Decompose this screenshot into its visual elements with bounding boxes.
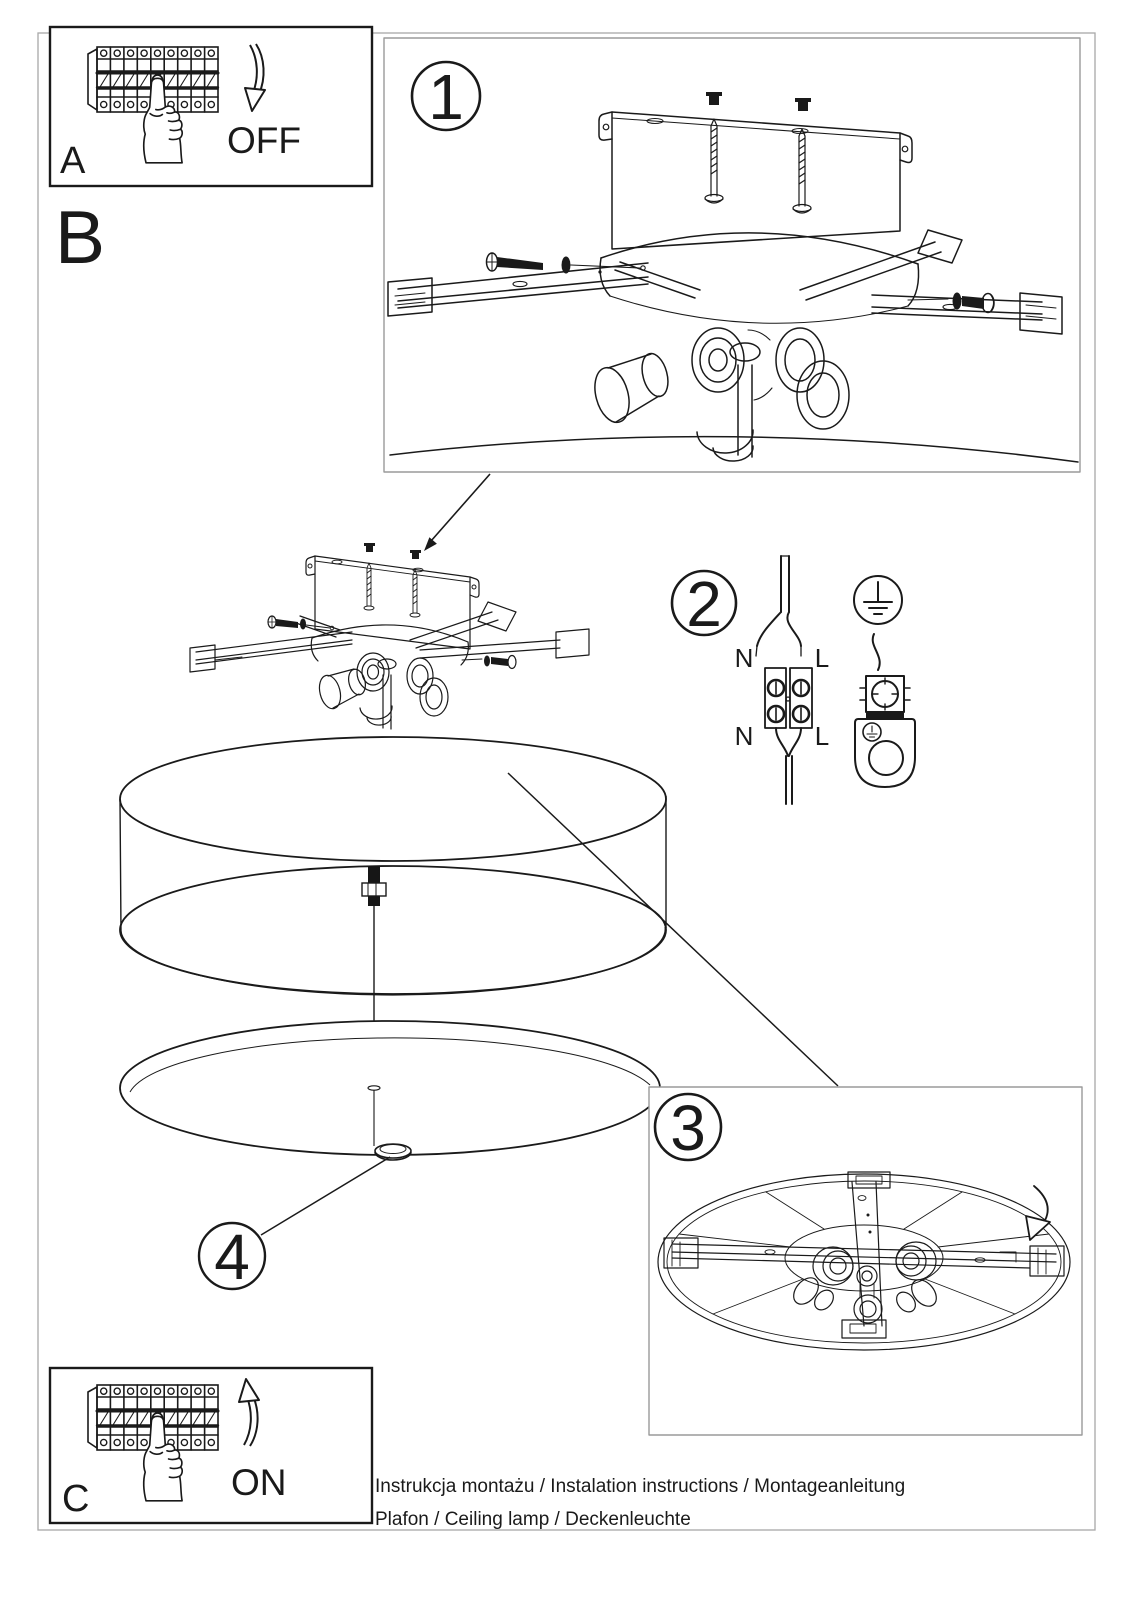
shade-nut-icon [362, 883, 386, 896]
footer-line2: Plafon / Ceiling lamp / Deckenleuchte [375, 1509, 691, 1530]
panel-c [50, 1368, 372, 1523]
label-n-bottom: N [734, 721, 754, 751]
label-n-top: N [734, 643, 754, 673]
label-a: A [60, 140, 86, 182]
footer [375, 1476, 905, 1530]
step4-number: 4 [214, 1221, 250, 1293]
label-l-bottom: L [814, 721, 830, 751]
leader-to-step3 [508, 773, 838, 1086]
step4-callout [199, 1157, 390, 1293]
diffuser-drawing [120, 1021, 660, 1160]
shade-drawing [120, 737, 666, 1022]
label-on: ON [231, 1462, 287, 1503]
panel-a-border [50, 27, 372, 186]
assembly-overview-drawing [190, 543, 589, 729]
earth-symbol-icon [854, 576, 902, 624]
earth-wire-icon [873, 634, 880, 670]
step2-wiring [672, 556, 915, 804]
output-cable-icon [776, 728, 801, 804]
step3-number: 3 [670, 1092, 706, 1164]
label-c: C [62, 1478, 90, 1520]
label-b: B [55, 195, 106, 279]
lamp-holders-small-icon [316, 653, 448, 729]
step1-box [384, 38, 1080, 472]
earth-terminal-icon [855, 676, 915, 787]
footer-line1: Instrukcja montażu / Instalation instructions / Montageanleitung [375, 1476, 906, 1497]
supply-cable-icon [756, 556, 801, 656]
panel-a [50, 27, 372, 186]
label-off: OFF [227, 120, 301, 161]
step2-number: 2 [686, 568, 722, 640]
step1-number: 1 [428, 61, 464, 133]
terminal-block-icon [765, 668, 812, 728]
finial-icon [375, 1144, 411, 1160]
step1-leader-arrow [424, 474, 490, 551]
label-l-top: L [814, 643, 830, 673]
step3-box [649, 1087, 1082, 1435]
